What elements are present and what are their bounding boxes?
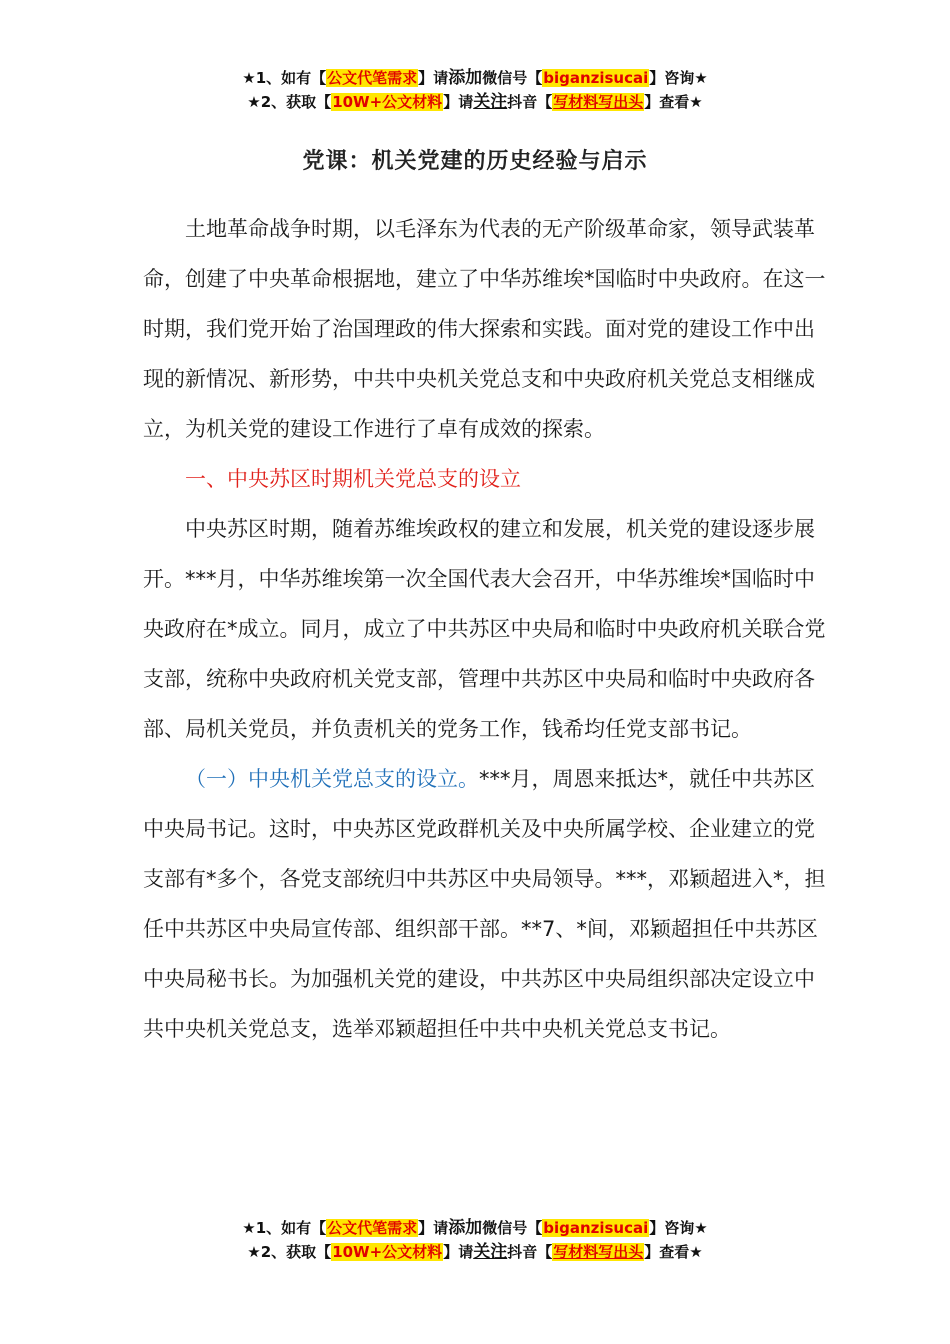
section-heading: 一、中央苏区时期机关党总支的设立	[185, 467, 521, 491]
banner-text: 】请	[443, 93, 474, 111]
banner-highlight-materials: 10W+公文材料	[332, 93, 443, 111]
paragraph	[143, 754, 833, 1054]
header-banner	[0, 66, 950, 114]
banner-line-2	[0, 1240, 950, 1264]
banner-text: 】咨询★	[649, 69, 708, 87]
banner-text: 抖音【	[507, 1243, 553, 1261]
paragraph-text: ***月，周恩来抵达*，就任中共苏区中央局书记。这时，中央苏区党政群机关及中央所属学校、企业建立的党支部有*多个，各党支部统归中共苏区中央局领导。***，邓颖超进入*，担任中共苏区中央局宣传部、组织部干部。**7、*间，邓颖超担任中共苏区中央局秘书长。为加强机关党的建设，中共苏区中央局组织部决定设立中共中央机关党总支，选举邓颖超担任中共中央机关党总支书记。	[143, 767, 826, 1041]
banner-text: ★1、如有【	[242, 69, 327, 87]
document-body	[143, 204, 833, 1054]
banner-emphasis: 添加	[448, 68, 483, 88]
paragraph: 土地革命战争时期，以毛泽东为代表的无产阶级革命家，领导武装革命，创建了中央革命根据地，建立了中华苏维埃*国临时中央政府。在这一时期，我们党开始了治国理政的伟大探索和实践。面对党的建设工作中出现的新情况、新形势，中共中央机关党总支和中央政府机关党总支相继成立，为机关党的建设工作进行了卓有成效的探索。	[143, 217, 826, 441]
banner-text: 抖音【	[507, 93, 553, 111]
banner-line-2	[0, 90, 950, 114]
banner-highlight-wechat: biganzisucai	[543, 69, 649, 87]
banner-text: ★2、获取【	[247, 93, 332, 111]
banner-text: 】查看★	[644, 1243, 703, 1261]
footer-banner	[0, 1216, 950, 1264]
banner-emphasis: 关注	[473, 1242, 508, 1262]
banner-emphasis: 添加	[448, 1218, 483, 1238]
page-title: 党课：机关党建的历史经验与启示	[302, 149, 648, 174]
banner-text: 】咨询★	[649, 1219, 708, 1237]
banner-emphasis: 关注	[473, 92, 508, 112]
banner-line-1	[0, 1216, 950, 1240]
banner-text: ★2、获取【	[247, 1243, 332, 1261]
banner-highlight-douyin: 写材料写出头	[553, 93, 644, 111]
banner-text: 】请	[443, 1243, 474, 1261]
banner-text: ★1、如有【	[242, 1219, 327, 1237]
banner-line-1	[0, 66, 950, 90]
banner-highlight-wechat: biganzisucai	[543, 1219, 649, 1237]
banner-text: 微信号【	[482, 69, 543, 87]
banner-highlight-materials: 10W+公文材料	[332, 1243, 443, 1261]
paragraph: 中央苏区时期，随着苏维埃政权的建立和发展，机关党的建设逐步展开。***月，中华苏维埃第一次全国代表大会召开，中华苏维埃*国临时中央政府在*成立。同月，成立了中共苏区中央局和临时中央政府机关联合党支部，统称中央政府机关党支部，管理中共苏区中央局和临时中央政府各部、局机关党员，并负责机关的党务工作，钱希均任党支部书记。	[143, 517, 826, 741]
banner-text: 】查看★	[644, 93, 703, 111]
banner-text: 微信号【	[482, 1219, 543, 1237]
banner-highlight-douyin: 写材料写出头	[553, 1243, 644, 1261]
banner-text: 】请	[418, 1219, 449, 1237]
banner-highlight-service: 公文代笔需求	[327, 69, 418, 87]
banner-highlight-service: 公文代笔需求	[327, 1219, 418, 1237]
subsection-heading: （一）中央机关党总支的设立。	[185, 767, 479, 791]
banner-text: 】请	[418, 69, 449, 87]
